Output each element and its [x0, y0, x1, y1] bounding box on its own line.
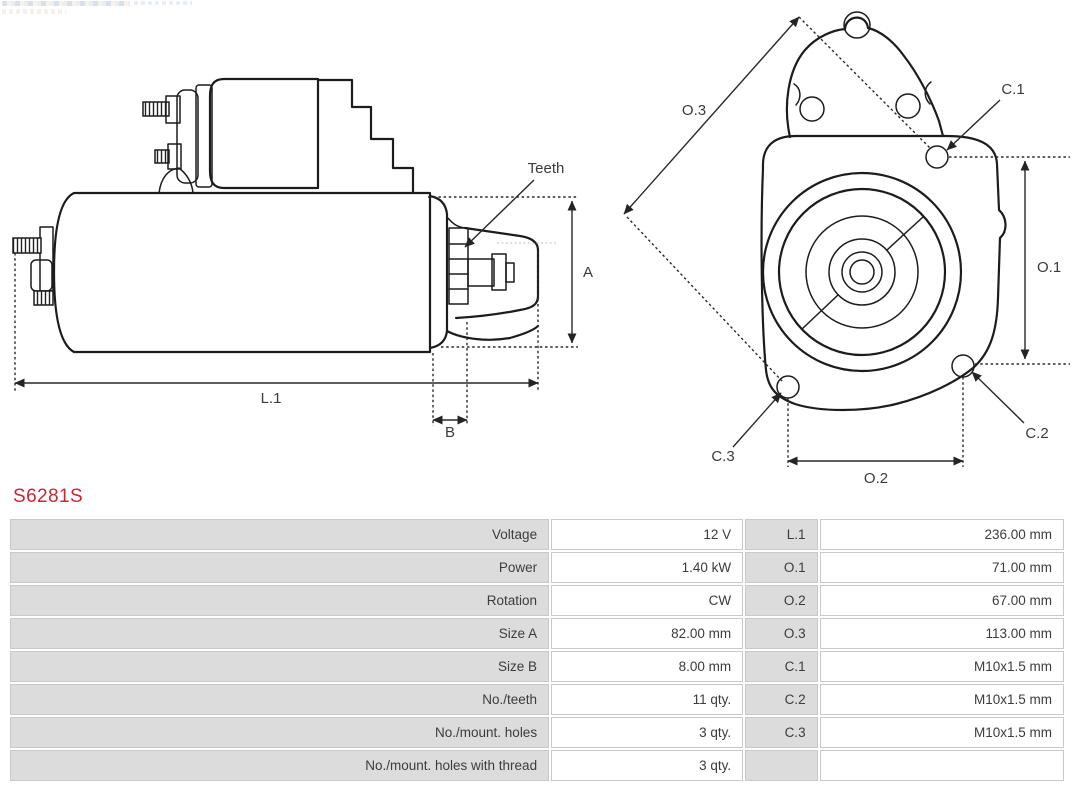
label-dim-a: A	[583, 264, 594, 281]
dim-value	[820, 750, 1064, 781]
terminal-stud	[143, 102, 169, 116]
dim-label: O.1	[745, 552, 817, 583]
label-dim-b: B	[444, 424, 456, 441]
dim-value: 113.00 mm	[820, 618, 1064, 649]
spec-label: No./mount. holes with thread	[10, 750, 549, 781]
terminal-stud	[155, 150, 169, 163]
dim-label: C.2	[745, 684, 817, 715]
table-row	[10, 552, 1064, 583]
label-dim-c1: C.1	[1001, 81, 1025, 98]
mount-hole-c2	[952, 355, 974, 377]
threaded-stud	[34, 291, 53, 305]
motor-face-circles	[763, 173, 961, 371]
label-dim-c2: C.2	[1025, 425, 1049, 442]
dim-label: L.1	[745, 519, 817, 550]
dim-value: 236.00 mm	[820, 519, 1064, 550]
spec-value: 3 qty.	[551, 750, 743, 781]
dim-line-o3	[624, 17, 799, 214]
spec-table	[8, 517, 1066, 783]
table-row	[10, 717, 1064, 748]
label-dim-l1: L.1	[260, 390, 282, 407]
front-view-drawing	[624, 12, 1070, 487]
c3-leader-line	[733, 393, 781, 447]
c2-leader-line	[972, 372, 1024, 423]
table-row	[10, 651, 1064, 682]
spec-label: Size B	[10, 651, 549, 682]
table-row	[10, 519, 1064, 550]
spec-value: 11 qty.	[551, 684, 743, 715]
dim-label: C.1	[745, 651, 817, 682]
spec-label: No./mount. holes	[10, 717, 549, 748]
dim-label: C.3	[745, 717, 817, 748]
table-row	[10, 750, 1064, 781]
spec-label: Size A	[10, 618, 549, 649]
spec-value: 8.00 mm	[551, 651, 743, 682]
label-dim-o3: O.3	[681, 102, 707, 119]
label-teeth: Teeth	[527, 160, 565, 177]
spec-label: No./teeth	[10, 684, 549, 715]
dim-value: M10x1.5 mm	[820, 651, 1064, 682]
c1-leader-line	[947, 100, 1000, 150]
dim-label	[745, 750, 817, 781]
dim-value: M10x1.5 mm	[820, 684, 1064, 715]
table-row	[10, 585, 1064, 616]
label-dim-o2: O.2	[863, 470, 889, 487]
spec-value: 12 V	[551, 519, 743, 550]
label-dim-o1: O.1	[1037, 259, 1062, 276]
label-dim-c3: C.3	[711, 448, 735, 465]
spec-value: 82.00 mm	[551, 618, 743, 649]
dim-value: 67.00 mm	[820, 585, 1064, 616]
table-row	[10, 618, 1064, 649]
dim-value: M10x1.5 mm	[820, 717, 1064, 748]
side-view-drawing	[13, 79, 593, 441]
spec-label: Voltage	[10, 519, 549, 550]
dim-value: 71.00 mm	[820, 552, 1064, 583]
spec-value: 1.40 kW	[551, 552, 743, 583]
part-number: S6281S	[13, 486, 84, 507]
spec-label: Power	[10, 552, 549, 583]
pinion-gear	[449, 228, 468, 304]
dim-label: O.2	[745, 585, 817, 616]
spec-value: CW	[551, 585, 743, 616]
dim-label: O.3	[745, 618, 817, 649]
spec-value: 3 qty.	[551, 717, 743, 748]
table-row	[10, 684, 1064, 715]
spec-label: Rotation	[10, 585, 549, 616]
mount-hole-c1	[926, 146, 948, 168]
threaded-stud	[13, 238, 41, 253]
